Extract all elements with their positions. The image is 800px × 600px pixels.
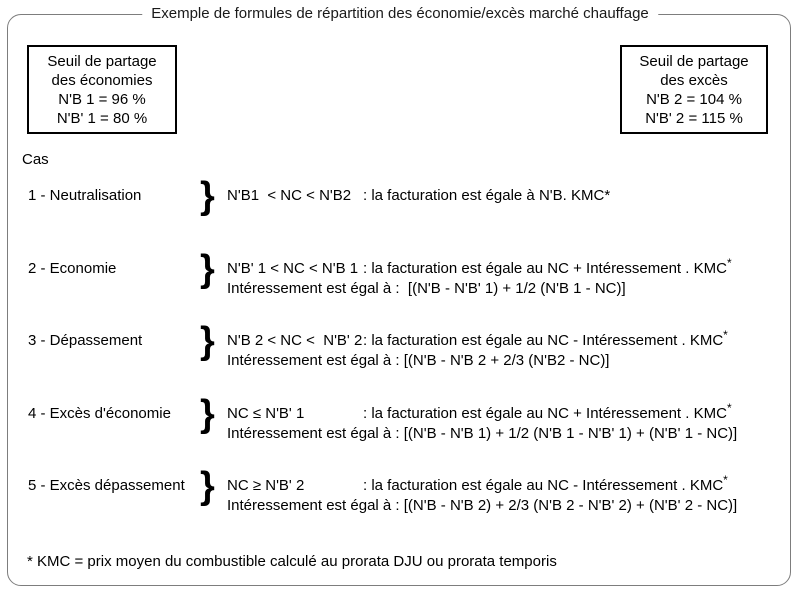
case-label: 5 - Excès dépassement — [28, 477, 185, 494]
condition-expression: N'B1 < NC < N'B2 — [227, 187, 352, 204]
brace-glyph: } — [200, 393, 215, 435]
case-formula — [227, 256, 732, 299]
case-label: 1 - Neutralisation — [28, 187, 142, 204]
brace-glyph: } — [200, 465, 215, 507]
formula-line1 — [227, 256, 732, 279]
excess-threshold-line: Seuil de partage — [639, 53, 749, 70]
formula-line1 — [227, 401, 737, 424]
kmc-asterisk: * — [726, 256, 732, 270]
kmc-asterisk: * — [723, 473, 728, 487]
case-formula — [227, 401, 738, 444]
interessement-formula: Intéressement est égal à : [(N'B - N'B 2) + 2/3 (N'B 2 - N'B' 2) + (N'B' 2 - NC)] — [227, 497, 738, 514]
kmc-asterisk: * — [726, 401, 732, 415]
brace-glyph: } — [200, 175, 215, 217]
billing-description: : la facturation est égale au NC - Intéressement . KMC — [363, 477, 724, 494]
cases-header: Cas — [22, 151, 49, 168]
condition-expression: NC ≥ N'B' 2 — [227, 477, 305, 494]
excess-threshold-box — [620, 45, 768, 134]
brace-glyph: } — [200, 320, 215, 362]
interessement-formula: Intéressement est égal à : [(N'B - N'B 1) + 1/2 (N'B 1 - N'B' 1) + (N'B' 1 - NC)] — [227, 425, 738, 442]
case-formula — [227, 186, 610, 206]
savings-threshold-line: Seuil de partage — [47, 53, 157, 70]
kmc-footnote: * KMC = prix moyen du combustible calculé au prorata DJU ou prorata temporis — [27, 553, 557, 570]
brace-glyph: } — [200, 248, 215, 290]
kmc-asterisk: * — [604, 187, 611, 204]
case-label: 3 - Dépassement — [28, 332, 143, 349]
billing-description: : la facturation est égale au NC + Intéressement . KMC — [363, 260, 727, 277]
condition-expression: N'B 2 < NC < N'B' 2 — [227, 332, 363, 349]
interessement-formula: Intéressement est égal à : [(N'B - N'B' 1) + 1/2 (N'B 1 - NC)] — [227, 280, 626, 297]
excess-threshold-line: des excès — [660, 72, 728, 89]
page-title: Exemple de formules de répartition des économie/excès marché chauffage — [142, 5, 658, 23]
formula-line1 — [227, 473, 737, 496]
condition-expression: NC ≤ N'B' 1 — [227, 405, 305, 422]
formula-line1 — [227, 328, 728, 351]
excess-threshold-value: N'B 2 = 104 % — [646, 91, 742, 108]
case-formula — [227, 328, 728, 371]
condition-expression: N'B' 1 < NC < N'B 1 — [227, 260, 359, 277]
billing-description: : la facturation est égale au NC + Intéressement . KMC — [363, 405, 727, 422]
savings-threshold-line: des économies — [51, 72, 153, 89]
savings-threshold-value: N'B' 1 = 80 % — [56, 110, 148, 127]
formula-line1 — [227, 186, 610, 206]
kmc-asterisk: * — [723, 328, 728, 342]
interessement-formula: Intéressement est égal à : [(N'B - N'B 2 + 2/3 (N'B2 - NC)] — [227, 352, 610, 369]
savings-threshold-box — [27, 45, 177, 134]
excess-threshold-value: N'B' 2 = 115 % — [645, 110, 743, 127]
case-label: 4 - Excès d'économie — [28, 405, 171, 422]
case-formula — [227, 473, 738, 516]
billing-description: : la facturation est égale à N'B. KMC — [363, 187, 605, 204]
savings-threshold-value: N'B 1 = 96 % — [58, 91, 146, 108]
billing-description: : la facturation est égale au NC - Intéressement . KMC — [363, 332, 724, 349]
case-label: 2 - Economie — [28, 260, 117, 277]
